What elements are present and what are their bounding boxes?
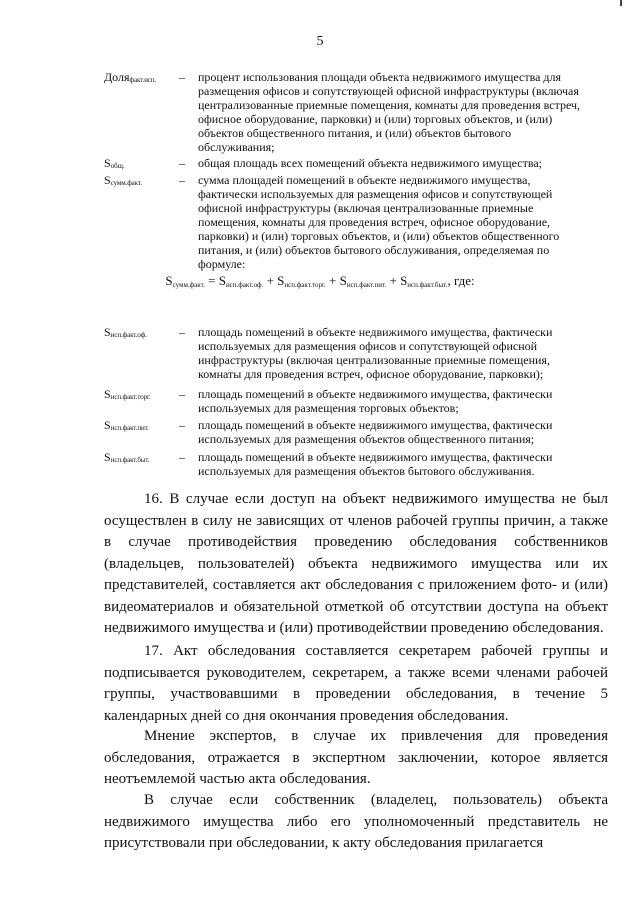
paragraph-16: 16. В случае если доступ на объект недвижимого имущества не был осуществлен в силу не зависящих от членов рабочей группы причин, а также в случае противодействия проведению обследования собственников (владельцев, пользователей) объекта недвижимого имущества или их представителей, составляется акт обследования с приложением фото- и (или) видеоматериалов и обязательной отметкой об отсутствии доступа на объект недвижимого имущества и (или) противодействии проведению обследования. <box>104 491 608 636</box>
definition-dash: – <box>179 70 185 84</box>
definition-text: площадь помещений в объекте недвижимого имущества, фактически используемых для размещения объектов общественного питания; <box>198 418 553 446</box>
definition-dash: – <box>179 450 185 464</box>
definition-dash: – <box>179 156 185 170</box>
corner-mark <box>620 0 622 6</box>
definition-dash: – <box>179 387 185 401</box>
definition-text: процент использования площади объекта недвижимого имущества для размещения офисов и сопутствующей офисной инфраструктуры (включая централизованные приемные помещения, комнаты для проведения встреч, офисное оборудование, парковки) и (или) торговых объектов, и (или) объектов общественного питания, и (или) объектов бытового обслуживания; <box>198 70 581 154</box>
definition-term: $S_{исп.факт.торг.}$ <box>104 387 151 401</box>
definition-dash: – <box>179 173 185 187</box>
definition-text: сумма площадей помещений в объекте недвижимого имущества, фактически используемых для размещения офисов и сопутствующей офисной инфраструктуры (включая централизованные приемные помещения, комнаты для проведения встреч, офисное оборудование, парковки) и (или) торговых объектов, и (или) объектов общественного питания, и (или) объектов бытового обслуживания, определяемая по формуле: <box>198 173 560 271</box>
paragraph-owner-absent: В случае если собственник (владелец, пользователь) объекта недвижимого имущества либо его уполномоченный представитель не присутствовали при обследовании, к акту обследования прилагается <box>104 792 608 851</box>
definition-term: $S_{сумм.факт.}$ <box>104 173 142 187</box>
definition-text: площадь помещений в объекте недвижимого имущества, фактически используемых для размещения офисов и сопутствующей офисной инфраструктуры (включая централизованные приемные помещения, комнаты для проведения встреч, офисное оборудование, парковки); <box>198 325 553 381</box>
definition-dash: – <box>179 418 185 432</box>
formula: $S_{сумм.факт.} = S_{исп.факт.оф.} + S_{исп.факт.торг.} + S_{исп.факт.пит.} + S_{исп.факт.быт.}$, где: <box>165 273 475 289</box>
definition-dash: – <box>179 325 185 339</box>
definition-term: $S_{исп.факт.быт.}$ <box>104 450 150 464</box>
definition-text: общая площадь всех помещений объекта недвижимого имущества; <box>198 156 542 170</box>
definition-text: площадь помещений в объекте недвижимого имущества, фактически используемых для размещения объектов бытового обслуживания. <box>198 450 553 478</box>
definition-term: Доля$_{факт.исп.}$ <box>104 70 157 84</box>
paragraph-17: 17. Акт обследования составляется секретарем рабочей группы и подписывается руководителем, секретарем, а также всеми членами рабочей группы, участвовавшими в проведении обследования, в течение 5 календарных дней со дня окончания проведения обследования. <box>104 643 608 724</box>
definition-term: $S_{исп.факт.оф.}$ <box>104 325 147 339</box>
definition-term: $S_{общ.}$ <box>104 156 125 170</box>
paragraph-experts: Мнение экспертов, в случае их привлечения для проведения обследования, отражается в экспертном заключении, которое является неотъемлемой частью акта обследования. <box>104 728 608 787</box>
page-number: 5 <box>316 34 324 49</box>
definition-term: $S_{исп.факт.пит.}$ <box>104 418 149 432</box>
definition-text: площадь помещений в объекте недвижимого имущества, фактически используемых для размещения торговых объектов; <box>198 387 553 415</box>
